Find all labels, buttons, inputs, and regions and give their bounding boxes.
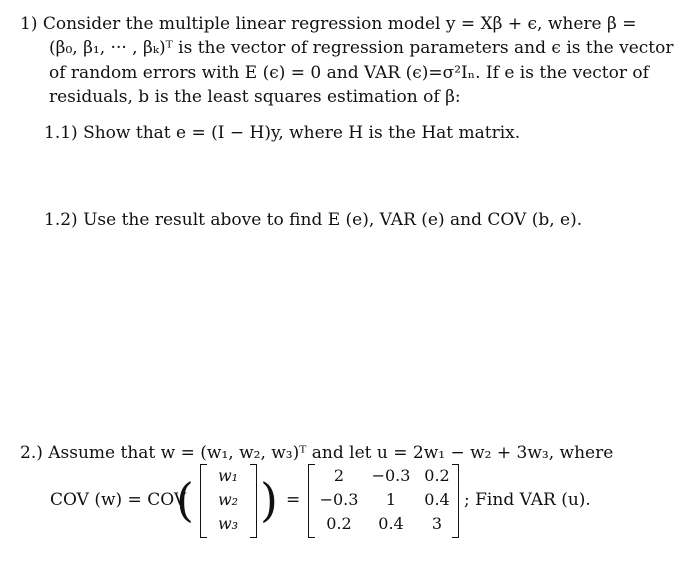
matrix-cell: −0.3	[319, 490, 359, 509]
problem1-line4: residuals, b is the least squares estimation of β:	[49, 87, 461, 107]
vector-entry: w₂	[217, 490, 239, 509]
matrix-cell: 0.4	[424, 490, 450, 509]
matrix-cell: 0.2	[326, 514, 352, 533]
matrix-column-2	[366, 464, 416, 536]
problem1-part2: 1.2) Use the result above to find E (e), VAR (e) and COV (b, e).	[44, 210, 583, 230]
matrix-cell: 2	[333, 466, 345, 485]
find-var-text: ; Find VAR (u).	[464, 490, 591, 510]
problem1-part1: 1.1) Show that e = (I − H)y, where H is the Hat matrix.	[44, 123, 521, 143]
vector-entry: w₁	[217, 466, 239, 485]
problem1-line1: 1) Consider the multiple linear regression model y = Xβ + ϵ, where β =	[20, 14, 637, 34]
equals-sign: =	[286, 490, 301, 510]
vector-column	[206, 464, 250, 536]
matrix-cell: 0.2	[424, 466, 450, 485]
problem1-line3: of random errors with E (ϵ) = 0 and VAR (ϵ)=σ²Iₙ. If e is the vector of	[49, 63, 649, 83]
matrix-cell: −0.3	[371, 466, 411, 485]
covariance-equation	[50, 460, 650, 540]
matrix-column-1	[314, 464, 364, 536]
vector-entry: w₃	[217, 514, 239, 533]
left-paren: (	[176, 473, 194, 527]
cov-lhs: COV (w) = COV	[50, 490, 187, 510]
matrix-right-bracket	[452, 464, 459, 538]
problem1-line2: (β₀, β₁, ··· , βₖ)ᵀ is the vector of regression parameters and ϵ is the vector	[49, 38, 674, 58]
matrix-cell: 3	[431, 514, 443, 533]
right-paren: )	[260, 473, 278, 527]
matrix-cell: 1	[385, 490, 397, 509]
problem2-line1: 2.) Assume that w = (w₁, w₂, w₃)ᵀ and let u = 2w₁ − w₂ + 3w₃, where	[20, 443, 614, 463]
matrix-cell: 0.4	[378, 514, 404, 533]
vector-right-bracket	[250, 464, 257, 538]
